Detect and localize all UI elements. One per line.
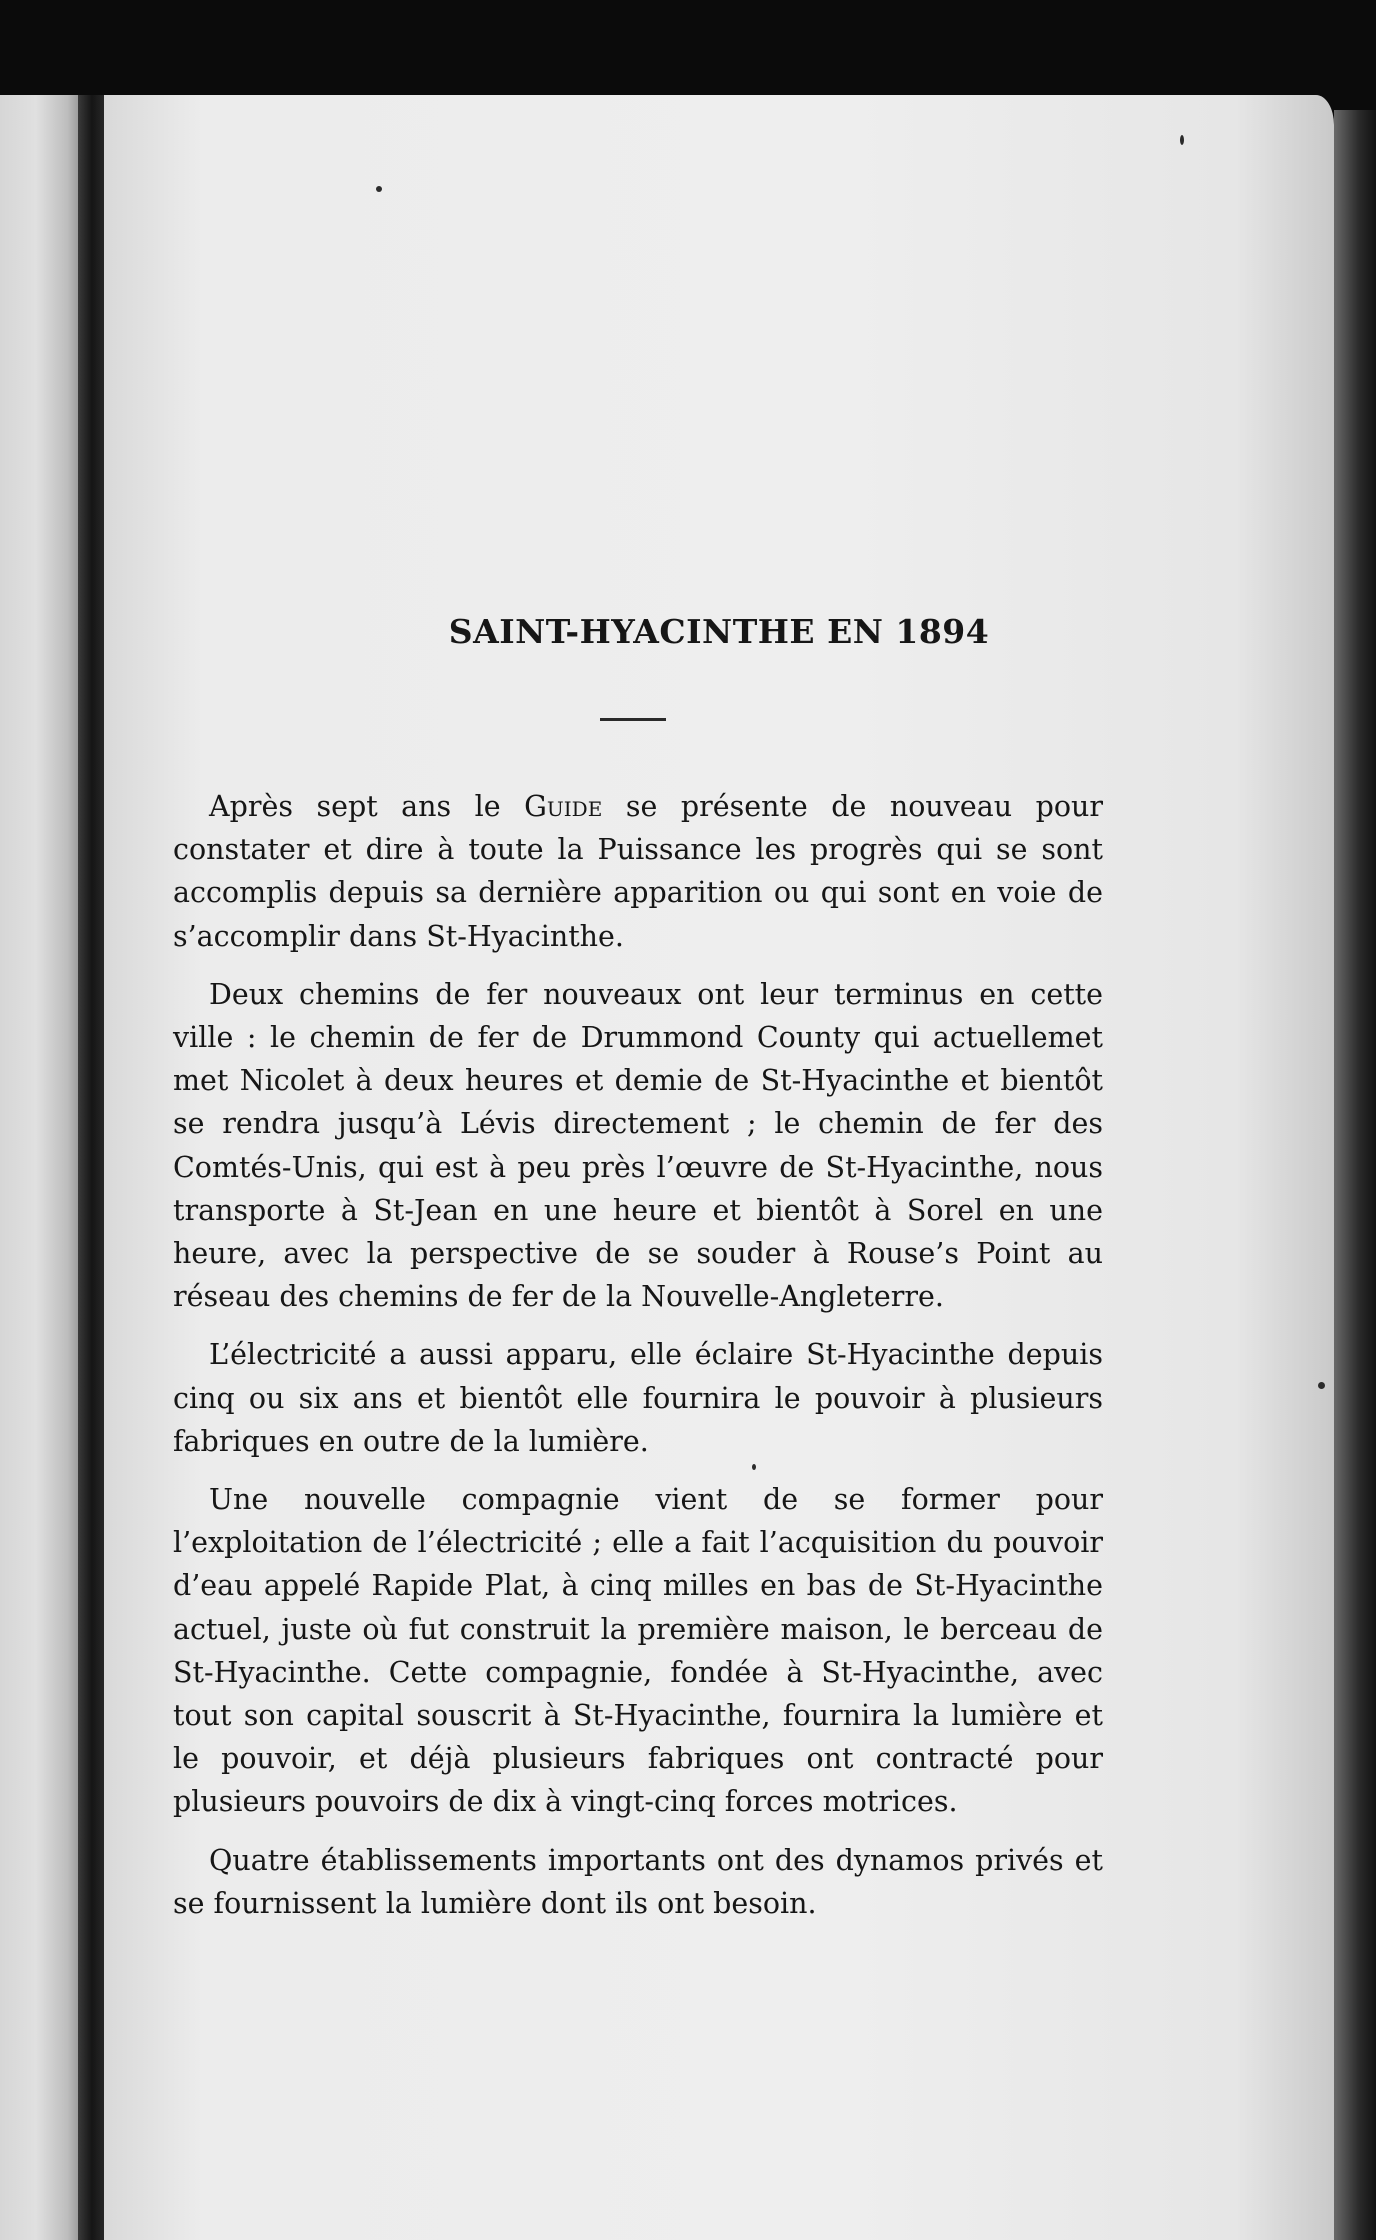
ink-speck [1180, 135, 1184, 145]
title-divider [600, 718, 666, 721]
ink-speck [1318, 1382, 1325, 1389]
book-spine-gutter [78, 95, 106, 2240]
paragraph-4: Une nouvelle compagnie vient de se former pour l’exploitation de l’électricité ; elle a fait l’acquisition du pouvoir d’eau appelé Rapide Plat, à cinq milles en bas de St-Hyacinthe actuel, juste où fut construit la première maison, le berceau de St-Hyacinthe. Cette compagnie, fondée à St-Hyacinthe, avec tout son capital souscrit à St-Hyacinthe, fournira la lumière et le pouvoir, et déjà plusieurs fabriques ont contracté pour plusieurs pouvoirs de dix à vingt-cinq forces motrices. [173, 1483, 1103, 1819]
page-title: SAINT-HYACINTHE EN 1894 [448, 612, 990, 651]
paragraph-1: Après sept ans le Guide se présente de nouveau pour constater et dire à toute la Puissance les progrès qui se sont accomplis depuis sa dernière apparition ou qui sont en voie de s’accomplir dans St-Hyacinthe. [173, 790, 1103, 953]
page-right-shadow [1334, 110, 1376, 2240]
ink-speck [376, 186, 382, 192]
body-text [173, 785, 1103, 1940]
paragraph-3: L’électricité a aussi apparu, elle éclaire St-Hyacinthe depuis cinq ou six ans et bientôt elle fournira le pouvoir à plusieurs fabriques en outre de la lumière. [173, 1338, 1103, 1458]
guide-word: Guide [524, 790, 603, 823]
paragraph-2: Deux chemins de fer nouveaux ont leur terminus en cette ville : le chemin de fer de Drummond County qui actuellemet met Nicolet à deux heures et demie de St-Hyacinthe et bientôt se rendra jusqu’à Lévis directement ; le chemin de fer des Comtés-Unis, qui est à peu près l’œuvre de St-Hyacinthe, nous transporte à St-Jean en une heure et bientôt à Sorel en une heure, avec la perspective de se souder à Rouse’s Point au réseau des chemins de fer de la Nouvelle-Angleterre. [173, 977, 1103, 1314]
previous-page-edge [0, 95, 90, 2240]
paragraph-5: Quatre établissements importants ont des dynamos privés et se fournissent la lumière dont ils ont besoin. [173, 1843, 1103, 1920]
